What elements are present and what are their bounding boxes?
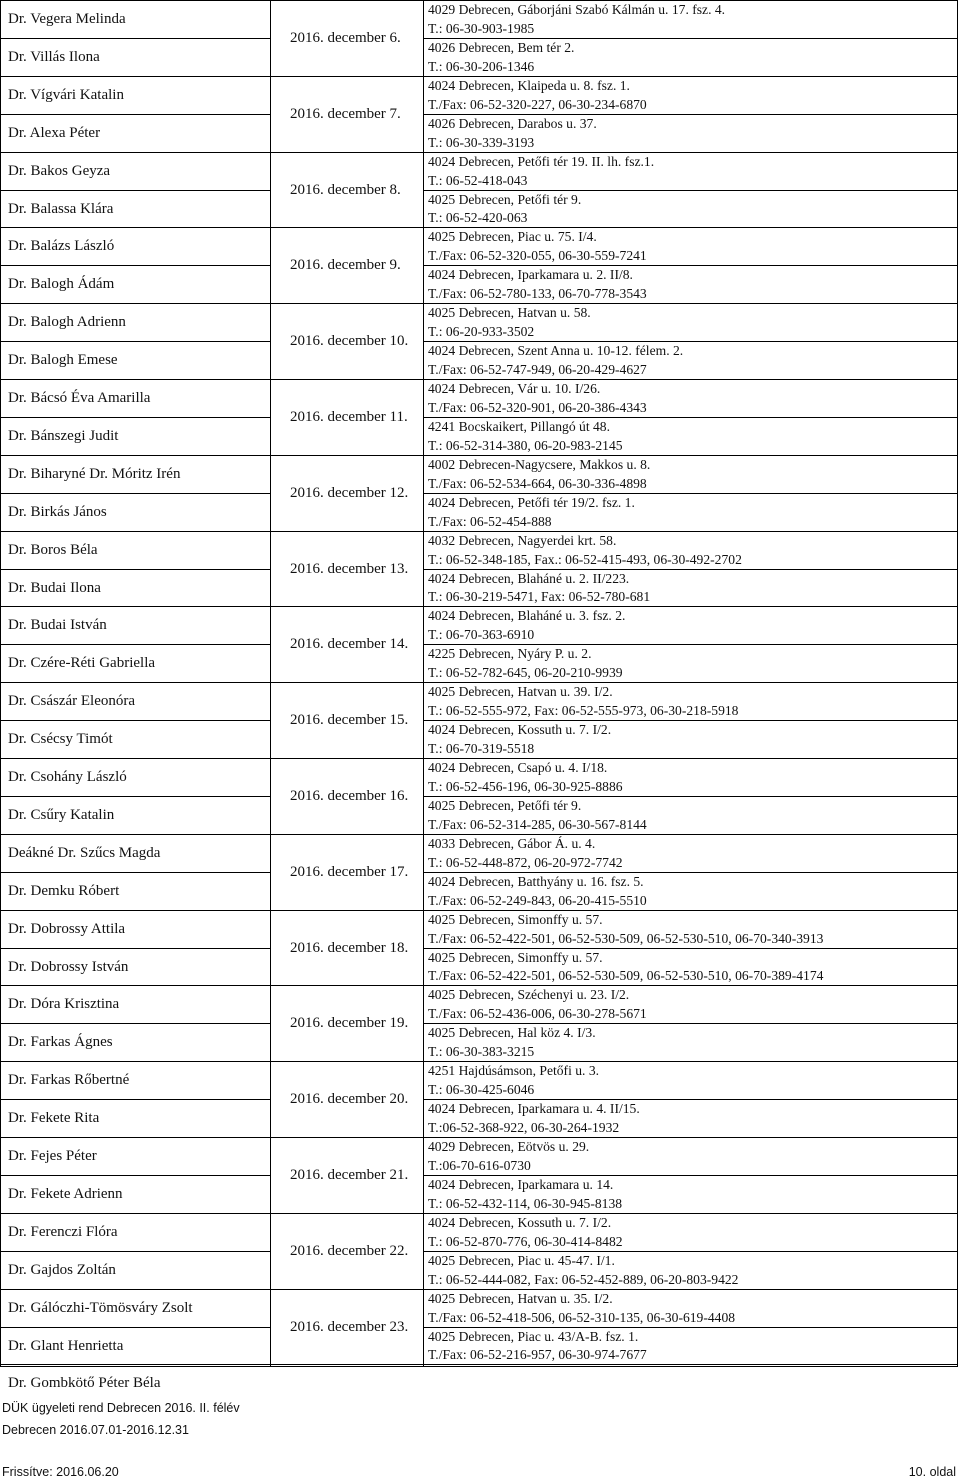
office-phone: T.: 06-52-444-082, Fax: 06-52-452-889, 06-20-803-9422 [428,1271,739,1287]
doctor-name: Dr. Bánszegi Judit [8,427,119,444]
office-address: 4024 Debrecen, Kossuth u. 7. I/2. [428,722,612,738]
office-address: 4025 Debrecen, Simonffy u. 57. [428,911,603,927]
doctor-name: Dr. Alexa Péter [8,124,101,141]
office-address: 4025 Debrecen, Petőfi tér 9. [428,191,582,207]
doctor-name: Dr. Balassa Klára [8,200,114,217]
office-phone: T./Fax: 06-52-314-285, 06-30-567-8144 [428,816,647,832]
duty-date: 2016. december 20. [290,1091,409,1108]
duty-date: 2016. december 16. [290,787,409,804]
row-border [0,190,270,191]
row-border [0,1175,270,1176]
office-address: 4025 Debrecen, Széchenyi u. 23. I/2. [428,987,630,1003]
office-phone: T.: 06-52-456-196, 06-30-925-8886 [428,778,623,794]
office-address: 4024 Debrecen, Vár u. 10. I/26. [428,381,601,396]
office-address: 4025 Debrecen, Piac u. 75. I/4. [428,229,597,245]
office-address: 4225 Debrecen, Nyáry P. u. 2. [428,646,592,662]
page-number: 10. oldal [908,1465,956,1479]
row-border [0,417,270,418]
row-border [0,265,270,266]
office-phone: T.: 06-70-319-5518 [428,741,535,757]
office-phone: T./Fax: 06-52-320-901, 06-20-386-4343 [428,399,647,415]
office-address: 4025 Debrecen, Hal köz 4. I/3. [428,1025,596,1041]
office-phone: T./Fax: 06-52-422-501, 06-52-530-509, 06-52-530-510, 06-70-389-4174 [428,968,824,984]
office-address: 4024 Debrecen, Iparkamara u. 4. II/15. [428,1101,640,1117]
footer-period: Debrecen 2016.07.01-2016.12.31 [2,1423,189,1437]
doctor-name: Dr. Budai István [8,617,107,634]
office-address: 4024 Debrecen, Iparkamara u. 2. II/8. [428,267,633,283]
row-border [0,1327,270,1328]
doctor-name: Dr. Fekete Adrienn [8,1185,123,1202]
office-phone: T.: 06-30-425-6046 [428,1082,535,1098]
table-column-border [957,0,958,1367]
row-border [0,872,270,873]
office-address: 4024 Debrecen, Iparkamara u. 14. [428,1176,614,1192]
doctor-name: Dr. Vígvári Katalin [8,86,124,103]
doctor-name: Dr. Budai Ilona [8,579,101,596]
office-phone: T.:06-52-368-922, 06-30-264-1932 [428,1120,620,1136]
office-address: 4024 Debrecen, Batthyány u. 16. fsz. 5. [428,873,644,889]
office-phone: T.: 06-52-314-380, 06-20-983-2145 [428,437,623,453]
office-address: 4251 Hajdúsámson, Petőfi u. 3. [428,1063,600,1079]
office-phone: T.: 06-30-206-1346 [428,58,535,74]
office-address: 4029 Debrecen, Gáborjáni Szabó Kálmán u. 17. fsz. 4. [428,2,726,17]
row-border [0,1099,270,1100]
duty-date: 2016. december 9. [290,257,401,274]
duty-date: 2016. december 6. [290,29,401,46]
office-address: 4024 Debrecen, Szent Anna u. 10-12. félem. 2. [428,343,684,359]
office-phone: T./Fax: 06-52-418-506, 06-52-310-135, 06-30-619-4408 [428,1309,736,1325]
row-border [0,796,270,797]
doctor-name: Dr. Csűry Katalin [8,806,115,823]
office-address: 4024 Debrecen, Csapó u. 4. I/18. [428,760,608,775]
row-border [0,644,270,645]
doctor-name: Dr. Balogh Ádám [8,276,115,293]
row-border [0,114,270,115]
row-border [0,38,270,39]
duty-date: 2016. december 19. [290,1015,409,1032]
doctor-name: Dr. Czére-Réti Gabriella [8,655,156,672]
doctor-name: Dr. Gálóczhi-Tömösváry Zsolt [8,1299,193,1316]
doctor-name: Dr. Gombkötő Péter Béla [8,1375,161,1392]
office-address: 4025 Debrecen, Petőfi tér 9. [428,797,582,813]
duty-date: 2016. december 8. [290,181,401,198]
doctor-name: Dr. Fekete Rita [8,1110,100,1127]
doctor-name: Dr. Farkas Ágnes [8,1034,113,1051]
doctor-name: Dr. Dóra Krisztina [8,996,120,1013]
row-border [0,493,270,494]
office-address: 4025 Debrecen, Piac u. 45-47. I/1. [428,1252,615,1268]
row-border [0,341,270,342]
office-phone: T.: 06-30-383-3215 [428,1044,535,1060]
office-phone: T.: 06-30-903-1985 [428,20,535,36]
office-address: 4024 Debrecen, Petőfi tér 19. II. lh. fsz.1. [428,153,655,169]
office-phone: T./Fax: 06-52-436-006, 06-30-278-5671 [428,1006,647,1022]
duty-date: 2016. december 14. [290,636,409,653]
office-address: 4025 Debrecen, Piac u. 43/A-B. fsz. 1. [428,1328,639,1344]
doctor-name: Dr. Bácsó Éva Amarilla [8,390,151,406]
doctor-name: Dr. Boros Béla [8,541,98,558]
office-address: 4025 Debrecen, Hatvan u. 39. I/2. [428,684,613,700]
office-phone: T./Fax: 06-52-747-949, 06-20-429-4627 [428,362,647,378]
doctor-name: Dr. Vegera Melinda [8,11,126,27]
row-border [0,569,270,570]
doctor-name: Deákné Dr. Szűcs Magda [8,844,161,861]
doctor-name: Dr. Birkás János [8,503,107,520]
office-phone: T.: 06-30-219-5471, Fax: 06-52-780-681 [428,589,651,605]
duty-date: 2016. december 13. [290,560,409,577]
office-address: 4025 Debrecen, Simonffy u. 57. [428,949,603,965]
table-column-border [270,0,271,1367]
office-address: 4029 Debrecen, Eötvös u. 29. [428,1139,590,1154]
office-address: 4024 Debrecen, Klaipeda u. 8. fsz. 1. [428,77,630,93]
table-column-border [0,0,1,1367]
duty-date: 2016. december 10. [290,333,409,350]
office-phone: T./Fax: 06-52-249-843, 06-20-415-5510 [428,892,647,908]
doctor-name: Dr. Dobrossy István [8,958,129,975]
doctor-name: Dr. Ferenczi Flóra [8,1223,118,1240]
doctor-name: Dr. Glant Henrietta [8,1337,124,1354]
office-address: 4033 Debrecen, Gábor Á. u. 4. [428,835,596,851]
doctor-name: Dr. Villás Ilona [8,48,100,65]
duty-date: 2016. december 18. [290,939,409,956]
office-address: 4026 Debrecen, Darabos u. 37. [428,115,597,131]
row-border [0,1366,957,1367]
office-address: 4024 Debrecen, Kossuth u. 7. I/2. [428,1214,612,1230]
office-phone: T.: 06-52-420-063 [428,210,528,226]
office-phone: T.: 06-52-348-185, Fax.: 06-52-415-493, 06-30-492-2702 [428,551,742,567]
footer-title: DÜK ügyeleti rend Debrecen 2016. II. félév [2,1401,240,1415]
office-phone: T./Fax: 06-52-534-664, 06-30-336-4898 [428,475,647,491]
duty-date: 2016. december 21. [290,1166,409,1183]
office-phone: T.: 06-70-363-6910 [428,627,535,643]
duty-date: 2016. december 15. [290,712,409,729]
office-phone: T./Fax: 06-52-216-957, 06-30-974-7677 [428,1347,647,1363]
doctor-name: Dr. Biharyné Dr. Móritz Irén [8,465,181,482]
office-phone: T.: 06-52-448-872, 06-20-972-7742 [428,854,623,870]
doctor-name: Dr. Fejes Péter [8,1148,97,1164]
row-border [0,720,270,721]
duty-date: 2016. december 17. [290,863,409,880]
office-address: 4002 Debrecen-Nagycsere, Makkos u. 8. [428,456,651,472]
doctor-name: Dr. Balogh Adrienn [8,314,126,331]
duty-date: 2016. december 12. [290,484,409,501]
doctor-name: Dr. Császár Eleonóra [8,693,136,710]
office-phone: T.:06-70-616-0730 [428,1157,531,1173]
doctor-name: Dr. Csécsy Timót [8,731,113,748]
office-phone: T.: 06-52-432-114, 06-30-945-8138 [428,1195,623,1211]
doctor-name: Dr. Farkas Rőbertné [8,1072,130,1089]
office-address: 4024 Debrecen, Petőfi tér 19/2. fsz. 1. [428,494,635,510]
doctor-name: Dr. Demku Róbert [8,882,120,899]
office-address: 4024 Debrecen, Blaháné u. 3. fsz. 2. [428,608,626,624]
office-address: 4024 Debrecen, Blaháné u. 2. II/223. [428,570,630,586]
office-phone: T./Fax: 06-52-454-888 [428,513,552,529]
row-border [0,948,270,949]
office-address: 4025 Debrecen, Hatvan u. 58. [428,305,591,321]
row-border [0,1023,270,1024]
office-phone: T.: 06-20-933-3502 [428,324,535,340]
doctor-name: Dr. Dobrossy Attila [8,920,126,937]
duty-date: 2016. december 23. [290,1318,409,1335]
office-address: 4026 Debrecen, Bem tér 2. [428,39,575,55]
office-phone: T./Fax: 06-52-320-055, 06-30-559-7241 [428,248,647,264]
office-phone: T./Fax: 06-52-780-133, 06-70-778-3543 [428,286,647,302]
doctor-name: Dr. Balogh Emese [8,352,118,369]
duty-date: 2016. december 22. [290,1242,409,1259]
doctor-name: Dr. Csohány László [8,769,127,785]
office-address: 4241 Bocskaikert, Pillangó út 48. [428,418,610,434]
office-phone: T.: 06-52-555-972, Fax: 06-52-555-973, 06-30-218-5918 [428,703,739,719]
duty-date: 2016. december 7. [290,105,401,122]
office-phone: T.: 06-52-418-043 [428,172,528,188]
office-phone: T./Fax: 06-52-422-501, 06-52-530-509, 06-52-530-510, 06-70-340-3913 [428,930,824,946]
row-border [0,1251,270,1252]
office-phone: T./Fax: 06-52-320-227, 06-30-234-6870 [428,96,647,112]
doctor-name: Dr. Gajdos Zoltán [8,1261,116,1278]
doctor-name: Dr. Bakos Geyza [8,162,111,179]
office-address: 4032 Debrecen, Nagyerdei krt. 58. [428,532,617,548]
office-address: 4025 Debrecen, Hatvan u. 35. I/2. [428,1290,613,1306]
table-column-border [423,0,424,1367]
duty-date: 2016. december 11. [290,408,408,425]
office-phone: T.: 06-52-870-776, 06-30-414-8482 [428,1233,623,1249]
footer-updated: Frissítve: 2016.06.20 [2,1465,119,1479]
office-phone: T.: 06-30-339-3193 [428,134,535,150]
doctor-name: Dr. Balázs László [8,238,115,255]
office-phone: T.: 06-52-782-645, 06-20-210-9939 [428,665,623,681]
